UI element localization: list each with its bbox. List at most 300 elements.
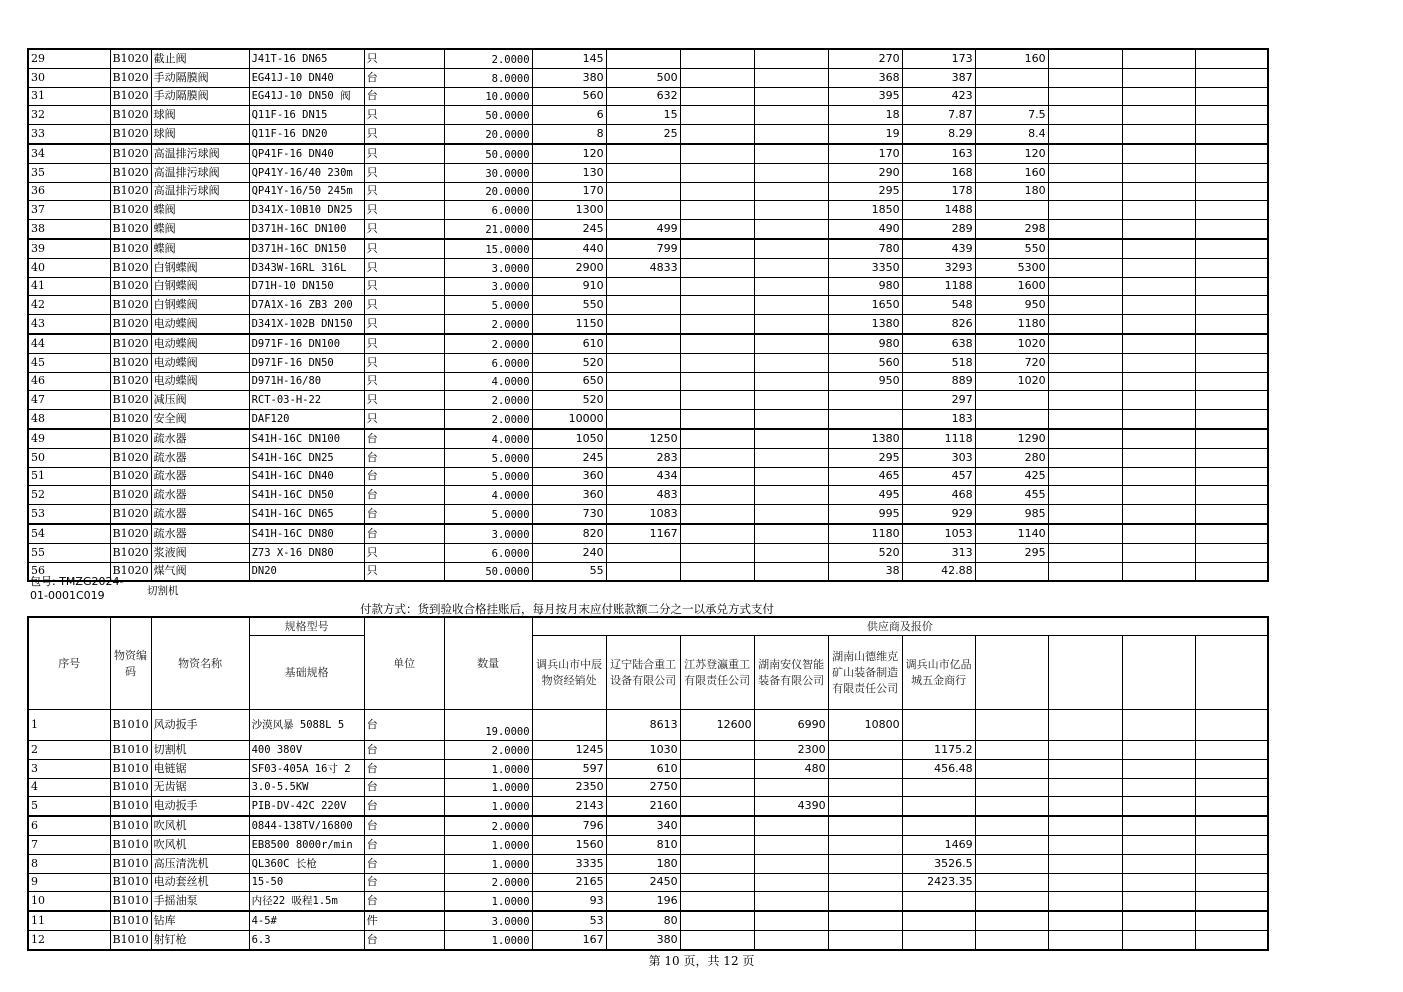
table-cell: 1188 [902, 277, 975, 296]
table-cell [1122, 835, 1195, 854]
table-cell: 455 [975, 486, 1048, 505]
table-cell: 10 [28, 892, 110, 911]
table-cell [1195, 854, 1268, 873]
table-cell: 只 [364, 182, 444, 201]
table-cell: 950 [828, 372, 902, 391]
table-cell: 只 [364, 315, 444, 334]
table-cell: 只 [364, 220, 444, 239]
table-cell: B1020 [110, 220, 151, 239]
table-cell: D971F-16 DN100 [249, 334, 364, 353]
table-cell [1048, 201, 1122, 220]
table-cell [606, 391, 680, 410]
table-cell: 9 [28, 873, 110, 892]
table-cell: 截止阀 [151, 49, 249, 68]
table-row [28, 277, 1268, 296]
table-cell: 台 [364, 816, 444, 835]
table-cell: B1020 [110, 258, 151, 277]
table-cell [1195, 220, 1268, 239]
table-cell [1195, 201, 1268, 220]
table-cell [828, 854, 902, 873]
table-cell [902, 930, 975, 949]
table-cell: 730 [532, 505, 606, 524]
table-cell [1048, 759, 1122, 778]
table-cell: D971F-16 DN50 [249, 353, 364, 372]
table-cell: 160 [975, 163, 1048, 182]
table-cell: B1010 [110, 759, 151, 778]
table-cell [1048, 258, 1122, 277]
table-cell: 4390 [754, 797, 828, 816]
table-cell [1122, 163, 1195, 182]
table-cell [1048, 49, 1122, 68]
table-cell [1048, 315, 1122, 334]
table-cell [680, 353, 754, 372]
table-cell: 台 [364, 778, 444, 797]
table-cell [1122, 873, 1195, 892]
table-cell [606, 315, 680, 334]
table-cell: QL360C 长枪 [249, 854, 364, 873]
table-cell: 468 [902, 486, 975, 505]
table-cell: 550 [975, 239, 1048, 258]
table-cell: 368 [828, 68, 902, 87]
table-cell [1048, 854, 1122, 873]
table-cell: 7.5 [975, 106, 1048, 125]
table-cell: 只 [364, 372, 444, 391]
table-cell [828, 410, 902, 429]
table-cell [754, 353, 828, 372]
table-cell: 1245 [532, 741, 606, 760]
table-row [28, 873, 1268, 892]
table-cell [975, 778, 1048, 797]
table-cell: 720 [975, 353, 1048, 372]
table-cell: B1020 [110, 87, 151, 106]
table-cell [1195, 182, 1268, 201]
table-cell [680, 543, 754, 562]
table-cell: 21.0000 [444, 220, 532, 239]
table-row [28, 524, 1268, 543]
table-row [28, 741, 1268, 760]
table-cell [828, 816, 902, 835]
table-cell: 480 [754, 759, 828, 778]
table-cell: 只 [364, 562, 444, 581]
table-cell: D71H-10 DN150 [249, 277, 364, 296]
table-cell: 8613 [606, 710, 680, 741]
table-cell: 295 [975, 543, 1048, 562]
table-cell [680, 277, 754, 296]
table-cell: 20.0000 [444, 125, 532, 144]
table-cell: 313 [902, 543, 975, 562]
table-cell [754, 911, 828, 930]
table-cell [680, 854, 754, 873]
table-cell: 蝶阀 [151, 239, 249, 258]
table-cell [1195, 448, 1268, 467]
table-cell [1122, 144, 1195, 163]
table-cell [1122, 315, 1195, 334]
table-cell: D971H-16/80 [249, 372, 364, 391]
table-cell: 白钢蝶阀 [151, 296, 249, 315]
table-cell: 2750 [606, 778, 680, 797]
table-cell: 499 [606, 220, 680, 239]
table-cell [1122, 201, 1195, 220]
table-cell [754, 410, 828, 429]
table-cell: 1020 [975, 334, 1048, 353]
table-cell: B1020 [110, 410, 151, 429]
table-cell: D341X-102B DN150 [249, 315, 364, 334]
table-cell: 1167 [606, 524, 680, 543]
table-cell: 疏水器 [151, 524, 249, 543]
table-cell: 290 [828, 163, 902, 182]
table-cell [606, 277, 680, 296]
table-cell [1048, 163, 1122, 182]
table-cell [828, 778, 902, 797]
table-cell [828, 911, 902, 930]
table-cell: 980 [828, 277, 902, 296]
table-cell: B1020 [110, 372, 151, 391]
table-cell [606, 543, 680, 562]
table-cell: 303 [902, 448, 975, 467]
table-cell: 610 [606, 759, 680, 778]
table-cell [902, 797, 975, 816]
table-cell [1122, 429, 1195, 448]
table-cell: 610 [532, 334, 606, 353]
header-supplier-group: 供应商及报价 [532, 617, 1268, 636]
table-cell: 射钉枪 [151, 930, 249, 949]
table-cell [680, 816, 754, 835]
table-cell: 130 [532, 163, 606, 182]
table-cell [1122, 353, 1195, 372]
table-cell: EG41J-10 DN50 阀 [249, 87, 364, 106]
table-cell: 6.0000 [444, 201, 532, 220]
table-cell: 910 [532, 277, 606, 296]
table-cell: 423 [902, 87, 975, 106]
table-cell: 400 380V [249, 741, 364, 760]
table-cell: 只 [364, 277, 444, 296]
table-cell: 3350 [828, 258, 902, 277]
table-cell: 6.0000 [444, 543, 532, 562]
table-cell: 18 [828, 106, 902, 125]
table-cell: 48 [28, 410, 110, 429]
table-cell: 白钢蝶阀 [151, 277, 249, 296]
table-cell: 电动蝶阀 [151, 315, 249, 334]
table-cell: 163 [902, 144, 975, 163]
table-cell: 826 [902, 315, 975, 334]
table-cell: 只 [364, 163, 444, 182]
table-cell: B1020 [110, 448, 151, 467]
table-cell [975, 854, 1048, 873]
table-cell: 560 [828, 353, 902, 372]
table-cell: 1650 [828, 296, 902, 315]
table-cell: 1175.2 [902, 741, 975, 760]
table-cell [680, 892, 754, 911]
table-cell [1122, 854, 1195, 873]
table-cell [1195, 816, 1268, 835]
table-cell: 2143 [532, 797, 606, 816]
table-cell: 1053 [902, 524, 975, 543]
table-cell [1122, 524, 1195, 543]
table-cell [1122, 106, 1195, 125]
table-cell: B1020 [110, 68, 151, 87]
table-cell [1195, 524, 1268, 543]
table-cell: DAF120 [249, 410, 364, 429]
table-cell: 球阀 [151, 106, 249, 125]
table-cell: 1180 [975, 315, 1048, 334]
table-cell [754, 258, 828, 277]
table-cell: 台 [364, 524, 444, 543]
table-cell: 550 [532, 296, 606, 315]
table-cell: 45 [28, 353, 110, 372]
table-cell: 6.0000 [444, 353, 532, 372]
table-cell [680, 562, 754, 581]
table-cell: 6990 [754, 710, 828, 741]
table-cell [1048, 448, 1122, 467]
table-cell: 只 [364, 201, 444, 220]
table-cell [828, 759, 902, 778]
table-cell [754, 778, 828, 797]
table-row [28, 429, 1268, 448]
table-cell [1048, 296, 1122, 315]
table-cell: EB8500 8000r/min [249, 835, 364, 854]
table-cell: 245 [532, 220, 606, 239]
package-label: 包号: TMZG2024-01-0001C019 [30, 575, 124, 602]
table-cell: 820 [532, 524, 606, 543]
table-cell: B1020 [110, 353, 151, 372]
table-cell: 1300 [532, 201, 606, 220]
bottom-table-body [28, 710, 1268, 950]
header-supplier-8 [1048, 636, 1122, 710]
table-cell [902, 710, 975, 741]
table-cell: 380 [606, 930, 680, 949]
table-cell: 台 [364, 873, 444, 892]
table-cell: 4.0000 [444, 372, 532, 391]
table-cell [680, 125, 754, 144]
table-row [28, 759, 1268, 778]
table-cell [754, 125, 828, 144]
table-cell [680, 68, 754, 87]
table-cell: 483 [606, 486, 680, 505]
table-cell: 5300 [975, 258, 1048, 277]
table-cell: 387 [902, 68, 975, 87]
table-cell: 360 [532, 467, 606, 486]
table-cell: 1.0000 [444, 854, 532, 873]
table-cell [902, 816, 975, 835]
table-row [28, 106, 1268, 125]
table-cell: 395 [828, 87, 902, 106]
table-cell: 只 [364, 334, 444, 353]
table-cell: RCT-03-H-22 [249, 391, 364, 410]
table-cell [680, 220, 754, 239]
table-cell: 1.0000 [444, 778, 532, 797]
table-cell [680, 741, 754, 760]
table-cell [754, 930, 828, 949]
table-cell [1195, 353, 1268, 372]
table-cell [1195, 778, 1268, 797]
table-cell: D343W-16RL 316L [249, 258, 364, 277]
table-cell: 36 [28, 182, 110, 201]
table-cell: 钻库 [151, 911, 249, 930]
table-cell: B1020 [110, 125, 151, 144]
table-cell: 8.0000 [444, 68, 532, 87]
table-cell: 30 [28, 68, 110, 87]
table-cell [532, 710, 606, 741]
table-cell: 疏水器 [151, 429, 249, 448]
table-cell [1048, 239, 1122, 258]
header-supplier-5: 湖南山德维克矿山装备制造有限责任公司 [828, 636, 902, 710]
table-cell [1048, 797, 1122, 816]
table-cell: 手摇油泵 [151, 892, 249, 911]
table-cell: B1010 [110, 873, 151, 892]
top-price-table [27, 48, 1269, 582]
table-cell [1122, 562, 1195, 581]
table-cell: B1020 [110, 239, 151, 258]
table-cell [1048, 277, 1122, 296]
table-cell: PIB-DV-42C 220V [249, 797, 364, 816]
table-cell [1122, 87, 1195, 106]
table-cell [1122, 930, 1195, 949]
table-cell [975, 391, 1048, 410]
table-cell: B1010 [110, 797, 151, 816]
table-cell: 6.3 [249, 930, 364, 949]
table-cell: 2350 [532, 778, 606, 797]
table-cell [680, 911, 754, 930]
table-cell: B1020 [110, 467, 151, 486]
table-cell: 只 [364, 106, 444, 125]
table-cell: 295 [828, 182, 902, 201]
table-cell [975, 759, 1048, 778]
table-cell [1048, 372, 1122, 391]
table-row [28, 892, 1268, 911]
table-cell: 42.88 [902, 562, 975, 581]
table-cell: 196 [606, 892, 680, 911]
table-cell [1195, 930, 1268, 949]
table-row [28, 911, 1268, 930]
table-cell: B1020 [110, 144, 151, 163]
table-cell: 8.4 [975, 125, 1048, 144]
table-cell [754, 391, 828, 410]
table-cell [1195, 710, 1268, 741]
table-cell: 5.0000 [444, 467, 532, 486]
table-cell [1195, 277, 1268, 296]
table-cell: 39 [28, 239, 110, 258]
table-row [28, 797, 1268, 816]
table-cell [1195, 49, 1268, 68]
table-cell: 29 [28, 49, 110, 68]
table-cell: D371H-16C DN150 [249, 239, 364, 258]
table-cell: 2 [28, 741, 110, 760]
table-cell [680, 182, 754, 201]
table-cell: 只 [364, 391, 444, 410]
table-cell [754, 315, 828, 334]
header-code: 物资编码 [110, 617, 151, 710]
table-cell: 597 [532, 759, 606, 778]
table-cell [1048, 106, 1122, 125]
table-cell [1048, 816, 1122, 835]
table-cell [1195, 467, 1268, 486]
table-cell: D371H-16C DN100 [249, 220, 364, 239]
table-row [28, 562, 1268, 581]
table-cell: 只 [364, 49, 444, 68]
table-cell [1122, 410, 1195, 429]
table-cell: 2.0000 [444, 741, 532, 760]
table-row [28, 239, 1268, 258]
table-cell [1195, 258, 1268, 277]
table-cell: 638 [902, 334, 975, 353]
table-cell: 台 [364, 87, 444, 106]
table-cell: B1020 [110, 334, 151, 353]
table-cell: 1560 [532, 835, 606, 854]
table-row [28, 125, 1268, 144]
table-cell: 425 [975, 467, 1048, 486]
table-row [28, 778, 1268, 797]
table-cell [1195, 410, 1268, 429]
table-row [28, 315, 1268, 334]
table-cell: S41H-16C DN50 [249, 486, 364, 505]
table-cell [1048, 410, 1122, 429]
table-cell: 47 [28, 391, 110, 410]
table-cell: 内径22 吸程1.5m [249, 892, 364, 911]
table-cell: 31 [28, 87, 110, 106]
table-cell: 只 [364, 239, 444, 258]
table-cell [1195, 372, 1268, 391]
table-cell [680, 239, 754, 258]
table-cell: 5 [28, 797, 110, 816]
table-row [28, 816, 1268, 835]
table-cell: 0844-138TV/16800 [249, 816, 364, 835]
table-cell: 518 [902, 353, 975, 372]
table-cell: B1010 [110, 778, 151, 797]
table-cell [1195, 741, 1268, 760]
table-cell: 1.0000 [444, 759, 532, 778]
table-cell: 340 [606, 816, 680, 835]
table-cell [754, 106, 828, 125]
table-cell: 高压清洗机 [151, 854, 249, 873]
table-cell: B1020 [110, 486, 151, 505]
table-cell [975, 911, 1048, 930]
table-cell [1195, 892, 1268, 911]
table-cell: 2900 [532, 258, 606, 277]
table-cell: 10.0000 [444, 87, 532, 106]
table-cell [1122, 277, 1195, 296]
table-cell: 1150 [532, 315, 606, 334]
table-cell: 889 [902, 372, 975, 391]
table-cell: 1469 [902, 835, 975, 854]
table-cell [754, 239, 828, 258]
table-cell: 5.0000 [444, 448, 532, 467]
table-cell [680, 448, 754, 467]
table-cell: 8 [532, 125, 606, 144]
table-cell: B1020 [110, 315, 151, 334]
table-cell: 180 [606, 854, 680, 873]
table-cell: 3.0000 [444, 258, 532, 277]
table-cell [680, 315, 754, 334]
header-qty: 数量 [444, 617, 532, 710]
table-cell [1048, 562, 1122, 581]
table-cell: 950 [975, 296, 1048, 315]
table-cell [1122, 372, 1195, 391]
table-cell: 台 [364, 68, 444, 87]
table-cell [680, 505, 754, 524]
table-cell [680, 391, 754, 410]
table-cell: SF03-405A 16寸 2 [249, 759, 364, 778]
table-cell [902, 892, 975, 911]
table-cell [1122, 816, 1195, 835]
table-cell: 50.0000 [444, 144, 532, 163]
table-cell: 44 [28, 334, 110, 353]
header-supplier-9 [1122, 636, 1195, 710]
table-cell [1195, 334, 1268, 353]
table-cell: 4833 [606, 258, 680, 277]
table-cell [1195, 239, 1268, 258]
table-cell [680, 296, 754, 315]
table-cell: 50.0000 [444, 106, 532, 125]
